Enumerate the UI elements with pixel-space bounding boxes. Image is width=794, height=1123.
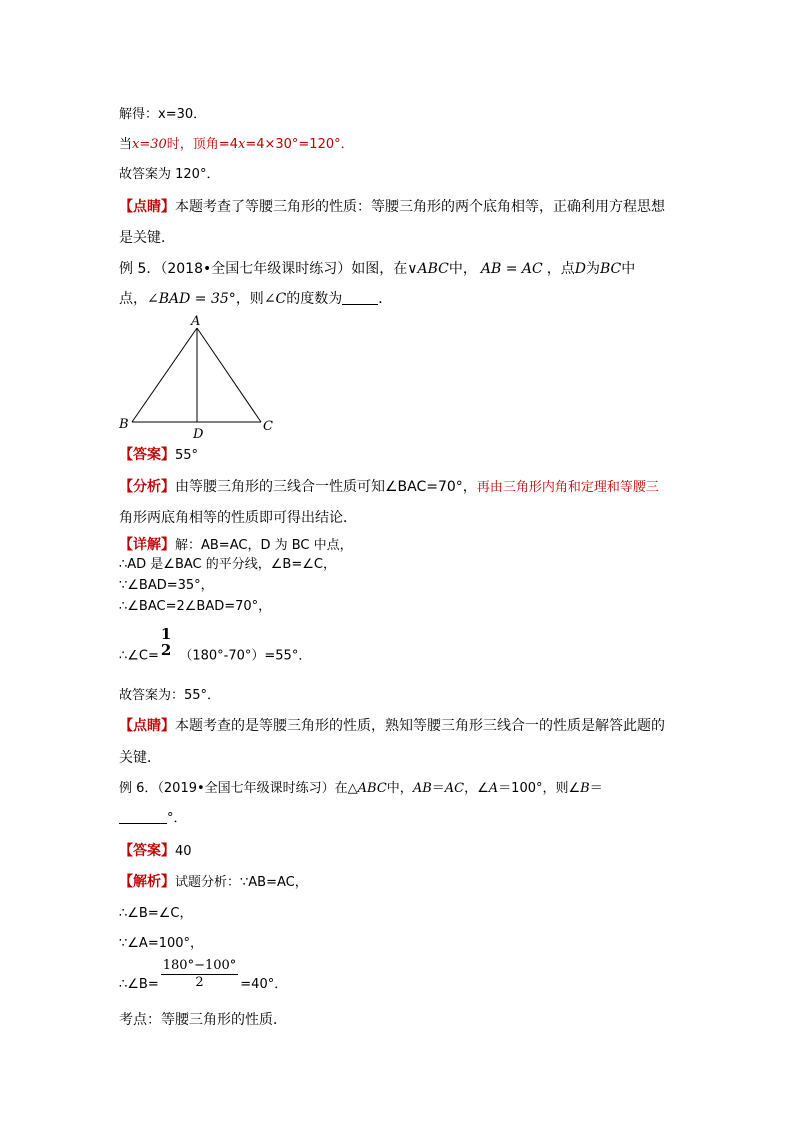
fraction-angle: $\frac{180^\circ-100^\circ}{2}$ [162,958,237,990]
side-ac [197,328,261,422]
comment-line-2-cont: 关键． [119,750,161,766]
comment-line: 【点睛】本题考查了等腰三角形的性质：等腰三角形的两个底角相等，正确利用方程思想 [119,199,665,215]
comment-line-2: 【点睛】本题考查的是等腰三角形的性质，熟知等腰三角形三线合一的性质是解答此题的 [119,718,665,734]
answer-tag-line-2: 【答案】40 [119,843,192,859]
explanation-step-2: ∵∠A=100°， [119,936,204,951]
example5-question: 例 5．（2018•全国七年级课时练习）如图，在∨ABC中， AB = AC ，点D为BC中 [119,261,636,277]
analysis-line: 【分析】由等腰三角形的三线合一性质可知∠BAC=70°，再由三角形内角和定理和等腰三 [119,479,659,495]
vertex-angle-line: 当x=30时，顶角=4x=4×30°=120°． [119,137,354,152]
detail-line: 【详解】解：AB=AC，D 为 BC 中点， [119,537,353,553]
answer-blank-2 [119,809,167,824]
triangle-figure [115,312,285,442]
solution-line: 解得：x=30． [119,107,207,122]
explanation-line: 【解析】试题分析：∵AB=AC， [119,874,308,890]
explanation-step-1: ∴∠B=∠C， [119,906,193,921]
comment-line-cont: 是关键． [119,230,175,246]
analysis-line-cont: 角形两底角相等的性质即可得出结论． [119,510,357,526]
detail-step-2: ∵∠BAD=35°， [119,578,214,593]
detail-step-3: ∴∠BAC=2∠BAD=70°， [119,599,272,614]
detail-step-1: ∴AD 是∠BAC 的平分线，∠B=∠C， [119,557,336,572]
fraction-half: 1 2 [160,625,172,659]
label-c: C [263,419,273,434]
answer-line: 故答案为 120°． [119,167,220,182]
side-ab [132,328,197,422]
example5-question-cont: 点，∠BAD = 35°，则∠C的度数为 ． [119,291,393,307]
answer-tag-line: 【答案】55° [119,447,199,463]
detail-step-4: ∴∠C= 1 2 （180°-70°）=55°． [119,625,312,664]
answer-blank [342,290,378,305]
label-b: B [119,417,129,432]
example6-question: 例 6．（2019•全国七年级课时练习）在△ABC中，AB＝AC，∠A＝100°，则∠B＝ [119,781,603,796]
label-d: D [193,427,204,442]
answer-line-2: 故答案为：55°． [119,688,221,703]
label-a: A [191,314,201,329]
explanation-step-3: ∴∠B= $\frac{180^\circ-100^\circ}{2}$ =40°． [119,958,288,992]
example6-question-cont: °． [119,809,187,829]
key-point-line: 考点：等腰三角形的性质． [119,1012,287,1028]
